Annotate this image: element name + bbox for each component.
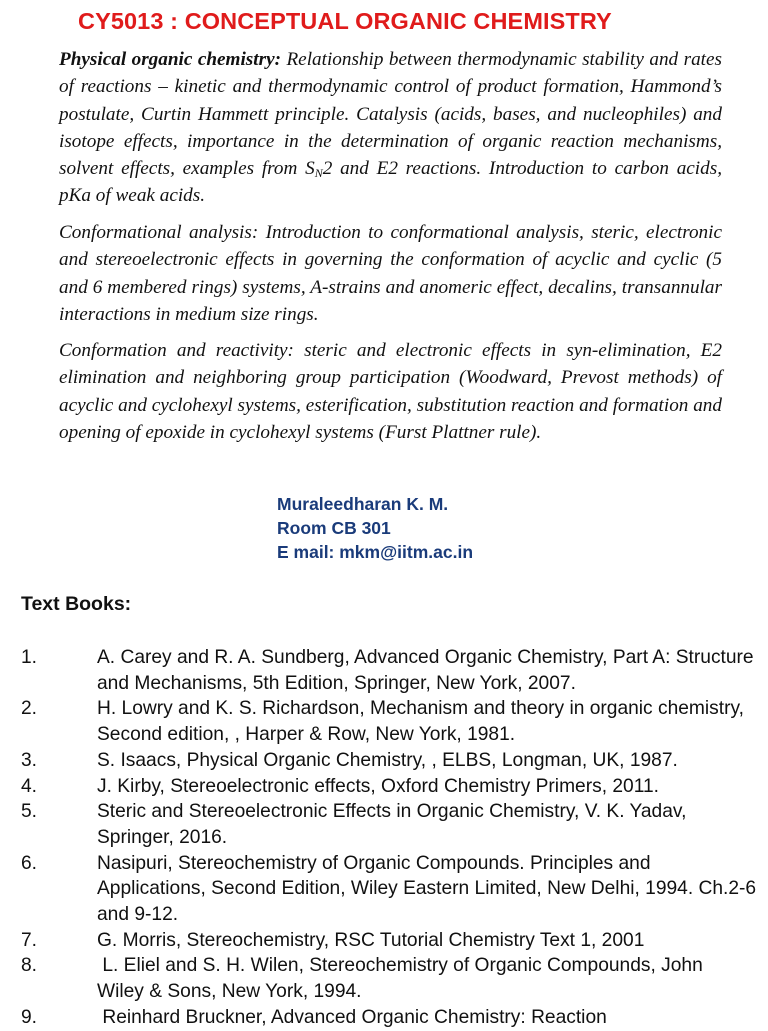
textbook-item [0, 1005, 768, 1031]
textbook-citation: J. Kirby, Stereoelectronic effects, Oxford Chemistry Primers, 2011. [97, 775, 659, 797]
textbook-citation: H. Lowry and K. S. Richardson, Mechanism and theory in organic chemistry, Second edition, , Harper & Row, New York, 1981. [97, 698, 750, 746]
textbook-item [0, 799, 768, 850]
textbook-item [0, 748, 768, 774]
textbook-number: 3. [21, 749, 38, 771]
textbook-number: 4. [21, 775, 38, 797]
syllabus-paragraph-conformation-reactivity: Conformation and reactivity: steric and electronic effects in syn-elimination, E2 elimination and neighboring group participation (Woodward, Prevost methods) of acyclic and cyclohexyl systems, esterification, substitution reaction and formation and opening of epoxide in cyclohexyl systems (Furst Plattner rule). [59, 340, 722, 443]
instructor-contact [277, 492, 473, 564]
textbook-number: 1. [21, 647, 38, 668]
textbook-citation: S. Isaacs, Physical Organic Chemistry, , ELBS, Longman, UK, 1987. [97, 749, 678, 771]
textbook-citation: Nasipuri, Stereochemistry of Organic Compounds. Principles and Applications, Second Edition, Wiley Eastern Limited, New Delhi, 1994. Ch.2-6 and 9-12. [97, 852, 762, 926]
textbook-citation: Steric and Stereoelectronic Effects in Organic Chemistry, V. K. Yadav, Springer, 2016. [97, 801, 698, 848]
textbooks-heading: Text Books: [21, 593, 132, 615]
textbook-item [0, 928, 768, 954]
instructor-name: Muraleedharan K. M. [277, 494, 449, 514]
textbook-citation: A. Carey and R. A. Sundberg, Advanced Organic Chemistry, Part A: Structure and Mechanisms, 5th Edition, Springer, New York, 2007. [97, 647, 759, 694]
paragraph-text-end: 2 and E2 reactions. Introduction to carbon acids, pKa of weak acids. [59, 158, 722, 207]
paragraph-text: Relationship between thermodynamic stability and rates of reactions – kinetic and thermodynamic control of product formation, Hammond’s postulate, Curtin Hammett principle. Catalysis (acids, bases, and nucleophiles) and isotope effects, importance in the determination of organic reaction mechanisms, solvent effects, examples from S [59, 49, 722, 180]
textbook-item [0, 851, 768, 928]
paragraph-heading: Physical organic chemistry: [59, 49, 281, 70]
subscript-n: N [314, 166, 323, 181]
textbook-number: 6. [21, 852, 38, 874]
textbook-number: 7. [21, 929, 38, 951]
course-title: CY5013 : CONCEPTUAL ORGANIC CHEMISTRY [78, 8, 612, 34]
syllabus-paragraph-physical-organic [59, 46, 722, 210]
textbook-list [0, 645, 768, 1031]
textbook-item [0, 696, 768, 747]
textbook-number: 2. [21, 698, 38, 720]
syllabus-paragraph-conformational-analysis: Conformational analysis: Introduction to conformational analysis, steric, electronic and stereoelectronic effects in governing the conformation of acyclic and cyclic (5 and 6 membered rings) systems, A-strains and anomeric effect, decalins, transannular interactions in medium size rings. [59, 222, 722, 325]
textbook-citation: L. Eliel and S. H. Wilen, Stereochemistry of Organic Compounds, John Wiley & Sons, New York, 1994. [97, 955, 730, 1003]
textbook-item [0, 774, 768, 800]
textbook-number: 8. [21, 955, 38, 977]
instructor-room: Room CB 301 [277, 518, 391, 538]
textbook-number: 5. [21, 801, 38, 823]
textbook-number: 9. [21, 1006, 38, 1028]
instructor-email: E mail: mkm@iitm.ac.in [277, 542, 474, 562]
textbook-item [0, 953, 768, 1004]
textbook-citation: Reinhard Bruckner, Advanced Organic Chemistry: Reaction [97, 1006, 607, 1028]
textbook-citation: G. Morris, Stereochemistry, RSC Tutorial Chemistry Text 1, 2001 [97, 929, 645, 951]
textbook-item [0, 645, 768, 696]
